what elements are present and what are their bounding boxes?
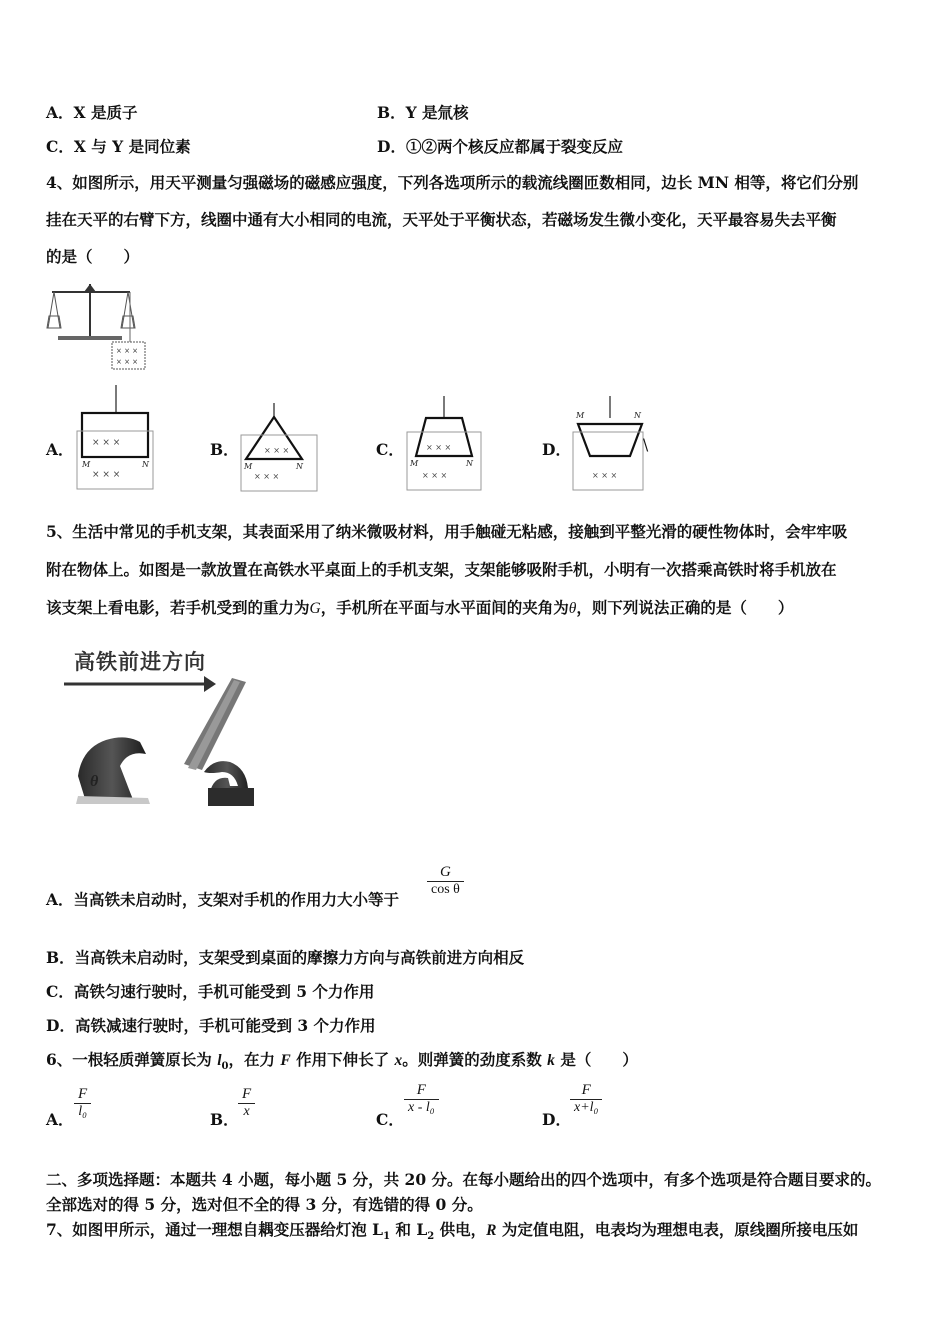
svg-text:M: M — [576, 411, 585, 420]
q7-sub-2: 2 — [427, 1231, 435, 1243]
phone-holder-illustration — [64, 642, 282, 814]
coil-a-figure — [74, 383, 156, 491]
train-direction-caption: 高铁前进方向 — [74, 650, 206, 674]
q6-text-a: 6、一根轻质弹簧原长为 — [46, 1050, 218, 1069]
angle-theta-label: θ — [90, 773, 99, 790]
svg-text:M: M — [410, 459, 419, 468]
q3-option-b: B．Y 是氚核 — [377, 103, 469, 122]
q4-stem-line-1: 4、如图所示，用天平测量匀强磁场的磁感应强度，下列各选项所示的载流线圈匝数相同，边长 MN 相等，将它们分别 — [46, 173, 859, 192]
phone-holder-figure — [64, 642, 282, 814]
q7-text-c: 供电， — [434, 1220, 487, 1239]
fraction-numerator: F — [416, 1082, 426, 1098]
q6-l0-symbol: l — [217, 1052, 222, 1069]
svg-text:× × ×: × × × — [592, 471, 618, 480]
svg-text:N: N — [296, 462, 303, 471]
svg-text:× × ×: × × × — [116, 358, 139, 366]
q7-text-a: 7、如图甲所示，通过一理想自耦变压器给灯泡 L — [46, 1220, 384, 1239]
q5-gravity-symbol: G — [309, 600, 321, 617]
q5-stem-text-c: ，则下列说法正确的是（ ） — [576, 598, 794, 617]
q6-option-b-fraction — [238, 1086, 255, 1120]
q5-option-d: D．高铁减速行驶时，手机可能受到 3 个力作用 — [46, 1016, 376, 1035]
svg-text:× × ×: × × × — [116, 347, 139, 355]
q7-stem — [46, 1218, 858, 1242]
q6-k-symbol: k — [547, 1052, 555, 1069]
q6-stem — [46, 1048, 638, 1072]
svg-text:× × ×: × × × — [92, 438, 121, 448]
q5-option-b: B．当高铁未启动时，支架受到桌面的摩擦力方向与高铁前进方向相反 — [46, 948, 525, 967]
q5-stem-line-1: 5、生活中常见的手机支架，其表面采用了纳米微吸材料，用手触碰无粘感，接触到平整光滑的硬性物体时，会牢牢吸 — [46, 522, 848, 541]
svg-text:× × ×: × × × — [264, 446, 290, 455]
svg-text:× × ×: × × × — [92, 470, 121, 480]
fraction-denominator: l₀ — [78, 1104, 87, 1119]
q6-x-symbol: x — [394, 1052, 403, 1069]
q3-option-a: A．X 是质子 — [46, 103, 138, 122]
q4-stem-line-2: 挂在天平的右臂下方，线圈中通有大小相同的电流，天平处于平衡状态，若磁场发生微小变化，天平最容易失去平衡 — [46, 210, 837, 229]
q5-stem-text-b: ，手机所在平面与水平面间的夹角为 — [320, 598, 569, 617]
svg-text:N: N — [634, 411, 641, 420]
q5-option-c: C．高铁匀速行驶时，手机可能受到 5 个力作用 — [46, 982, 375, 1001]
q6-label-d: D． — [542, 1110, 571, 1129]
q6-option-d-fraction — [570, 1082, 602, 1116]
q6-option-a-fraction — [74, 1086, 91, 1120]
fraction-denominator: x — [243, 1104, 250, 1119]
fraction-numerator: F — [581, 1082, 591, 1098]
stray-backslash: \ — [643, 436, 649, 454]
q5-stem-text-a: 该支架上看电影，若手机受到的重力为 — [46, 598, 310, 617]
fraction-denominator: x - l₀ — [408, 1100, 435, 1115]
svg-text:M: M — [82, 460, 91, 469]
q4-label-a: A． — [46, 440, 74, 459]
q3-option-d: D．①②两个核反应都属于裂变反应 — [377, 137, 623, 156]
q7-sub-1: 1 — [383, 1231, 391, 1243]
q5-angle-symbol: θ — [568, 600, 577, 617]
fraction-numerator: F — [242, 1086, 252, 1102]
section-2-heading-line-1: 二、多项选择题：本题共 4 小题，每小题 5 分，共 20 分。在每小题给出的四个选项中，有多个选项是符合题目要求的。 — [46, 1170, 882, 1189]
svg-text:× × ×: × × × — [254, 472, 280, 481]
q5-stem-line-3 — [46, 596, 793, 618]
q7-text-b: 和 L — [390, 1220, 428, 1239]
q6-label-c: C． — [376, 1110, 404, 1129]
coil-d-figure — [570, 396, 652, 492]
svg-text:N: N — [142, 460, 149, 469]
q6-label-b: B． — [210, 1110, 239, 1129]
q6-text-b: ，在力 — [228, 1050, 281, 1069]
svg-text:N: N — [466, 459, 473, 468]
q4-label-b: B． — [210, 440, 239, 459]
svg-text:× × ×: × × × — [426, 443, 452, 452]
fraction-numerator: F — [78, 1086, 88, 1102]
q4-stem-line-3: 的是（ ） — [46, 247, 140, 266]
q3-option-c: C．X 与 Y 是同位素 — [46, 137, 191, 156]
q6-text-d: 。则弹簧的劲度系数 — [402, 1050, 548, 1069]
q5-stem-line-2: 附在物体上。如图是一款放置在高铁水平桌面上的手机支架，支架能够吸附手机，小明有一次搭乘高铁时将手机放在 — [46, 560, 837, 579]
q7-resistor-symbol: R — [486, 1222, 497, 1239]
coil-b-figure — [238, 403, 320, 493]
coil-c-figure — [404, 396, 484, 492]
fraction-denominator: cos θ — [431, 882, 460, 897]
fraction-denominator: x+l₀ — [574, 1100, 599, 1115]
q6-text-c: 作用下伸长了 — [290, 1050, 395, 1069]
q5-option-a: A．当高铁未启动时，支架对手机的作用力大小等于 — [46, 890, 400, 909]
q6-option-c-fraction — [404, 1082, 439, 1116]
svg-text:M: M — [244, 462, 253, 471]
svg-text:× × ×: × × × — [422, 471, 448, 480]
q4-label-c: C． — [376, 440, 404, 459]
q6-l0-subscript: 0 — [221, 1061, 229, 1073]
balance-figure — [44, 280, 150, 372]
q6-force-symbol: F — [280, 1052, 291, 1069]
q6-label-a: A． — [46, 1110, 74, 1129]
fraction-numerator: G — [440, 864, 451, 880]
q5-option-a-fraction — [427, 864, 464, 898]
q7-text-d: 为定值电阻，电表均为理想电表，原线圈所接电压如 — [496, 1220, 859, 1239]
q4-label-d: D． — [542, 440, 571, 459]
q6-text-e: 是（ ） — [554, 1050, 638, 1069]
section-2-heading-line-2: 全部选对的得 5 分，选对但不全的得 3 分，有选错的得 0 分。 — [46, 1195, 483, 1214]
